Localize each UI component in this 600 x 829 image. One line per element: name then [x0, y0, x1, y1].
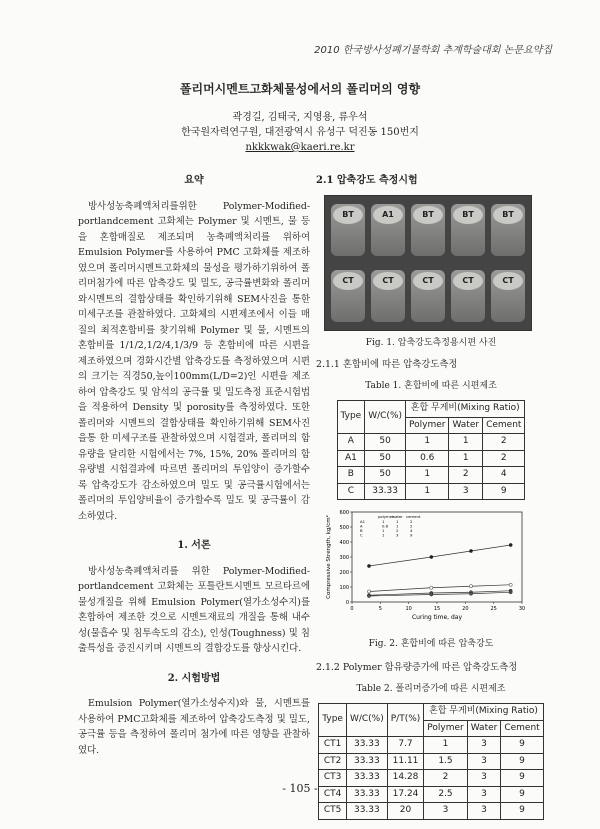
table2-cell: 3 [467, 803, 501, 820]
plot-frame [352, 512, 522, 602]
table1-cell: 4 [483, 467, 525, 484]
table2-header-mixing: 혼합 무게비(Mixing Ratio) [424, 704, 543, 721]
specimen-label: BT [453, 206, 483, 224]
y-tick-label: 0 [345, 600, 349, 606]
data-point [430, 586, 433, 589]
table2-cell: 3 [467, 786, 501, 803]
table1-cell: 1 [449, 434, 483, 451]
data-point [469, 592, 472, 595]
y-tick-label: 300 [339, 555, 349, 561]
legend-value: 2 [396, 528, 399, 533]
legend-value: 0.6 [382, 523, 389, 529]
fig1-caption: Fig. 1. 압축강도측정용시편 사진 [365, 337, 497, 348]
table2-cell: CT1 [319, 737, 347, 754]
table2-cell: CT5 [319, 803, 347, 820]
data-point [469, 549, 472, 552]
table1-cell: 0.6 [406, 450, 449, 467]
data-point [367, 564, 370, 567]
y-tick-label: 100 [339, 585, 349, 591]
legend-entry: B [360, 528, 363, 533]
specimen-label: CT [413, 272, 443, 290]
x-tick-label: 5 [378, 606, 382, 612]
specimen-cylinder [451, 270, 485, 322]
legend-entry: A [360, 523, 363, 529]
table1-cell: 50 [365, 450, 406, 467]
table1-row [337, 450, 525, 467]
data-point [430, 593, 433, 596]
specimen-label: BT [333, 206, 363, 224]
left-column [78, 173, 310, 758]
table2-cell: 9 [501, 786, 543, 803]
table1-header-polymer: Polymer [406, 417, 449, 434]
table1-cell: 2 [483, 450, 525, 467]
table1-header-water: Water [449, 417, 483, 434]
specimen-photo [324, 195, 532, 331]
table1-header-type: Type [337, 401, 365, 434]
y-tick-label: 600 [339, 510, 349, 516]
table1-row [337, 467, 525, 484]
legend-value: 1 [382, 519, 385, 524]
section-2-1-1-heading: 2.1.1 혼합비에 따른 압축강도측정 [316, 359, 458, 370]
table2-row [319, 753, 543, 770]
table2-header-pt: P/T(%) [387, 704, 424, 737]
data-point [430, 555, 433, 558]
table2-cell: 3 [424, 803, 467, 820]
table1-cell: 9 [483, 483, 525, 500]
specimen-label: A1 [373, 206, 403, 224]
table1-cell: C [337, 483, 365, 500]
table1-cell: 2 [483, 434, 525, 451]
conference-header: 2010 한국방사성폐기물학회 추계학술대회 논문요약집 [314, 45, 552, 56]
table1-header-cement: Cement [483, 417, 525, 434]
specimen-label: CT [373, 272, 403, 290]
table2-cell: 2 [424, 770, 467, 787]
table1-header-wc: W/C(%) [365, 401, 406, 434]
x-tick-label: 30 [518, 606, 526, 612]
legend-value: 2 [410, 523, 413, 529]
authors: 곽경길, 김태국, 지영용, 류우석 [232, 112, 368, 123]
x-axis-label: Curing time, day [411, 614, 463, 621]
data-point [509, 543, 512, 546]
x-tick-label: 15 [433, 606, 441, 612]
specimen-label: BT [493, 206, 523, 224]
table2-header-water: Water [467, 720, 501, 737]
specimen-cylinder [331, 204, 365, 256]
table2-cell: 33.33 [346, 803, 387, 820]
legend-value: 4 [410, 528, 413, 533]
table2-cell: CT4 [319, 786, 347, 803]
method-heading: 2. 시험방법 [167, 672, 221, 684]
fig2-caption: Fig. 2. 혼합비에 따른 압축강도 [368, 638, 494, 649]
paper-title: 폴리머시멘트고화체물성에서의 폴리머의 영향 [179, 82, 421, 96]
table1-caption: Table 1. 혼합비에 따른 시편제조 [365, 380, 497, 391]
data-point [367, 594, 370, 597]
intro-heading: 1. 서론 [177, 540, 211, 551]
table2-cell: 17.24 [387, 786, 424, 803]
table2-cell: 1 [424, 737, 467, 754]
y-tick-label: 400 [339, 540, 349, 546]
table1-cell: 50 [365, 434, 406, 451]
legend-value: 2 [410, 519, 413, 524]
table2-cell: CT2 [319, 753, 347, 770]
table2-header-wc: W/C(%) [346, 704, 387, 737]
table1-cell: 1 [406, 467, 449, 484]
abstract-text: 방사성농축폐액처리를위한 Polymer-Modified-portlandcement 고화체는 Polymer 및 시멘트, 물 등을 혼합매질로 제조되며 농축폐액처리를 위하여 Emulsion Polymer를 사용하여 PMC 고화체를 제조하였으며 폴리머시멘트고화체의 물성을 평가하기위하여 폴리머첨가에 따른 압축강도 및 밀도, 공극률변화와 폴리머와시멘트의 결합상태를 확인하기위해 SEM사진을 통한 미세구조를 관찰하였다. 고화체의 시편제조에서 이들 매질의 최적혼합비를 찾기위해 Polymer 및 물, 시멘트의 혼합비를 1/1/2,1/2/4,1/3/9 등 혼합비에 따른 시편을 제조하였으며 경화시간별 압축강도를 측정하였으며 시편의 크기는 직경50,높이100mm(L/D=2)인 시편을 제조하여 압축강도 및 암석의 공극률 및 밀도측정 표준시험법을 적용하여 Density 및 porosity를 측정하였다. 또한 폴리머와 시멘트의 결합상태를 확인하기위해 SEM사진을통 한 미세구조를 관찰하였으며 시험결과, 폴리머의 함유량을 달리한 시험에서는 7%, 15%, 20% 폴리머의 함유량별 시험결과에 따르면 폴리머의 투입양이 증가할수록 압축강도가 감소하였으며 밀도 및 공극률시험에서는 폴리머의 투입양비율이 증가할수록 밀도 및 공극률이 감소하였다. [78, 200, 310, 522]
table2-cell: 14.28 [387, 770, 424, 787]
affiliation: 한국원자력연구원, 대전광역시 유성구 덕진동 150번지 [181, 127, 419, 138]
table2-cell: 33.33 [346, 753, 387, 770]
table2-cell: CT3 [319, 770, 347, 787]
specimen-label: CT [453, 272, 483, 290]
table1-cell: A [337, 434, 365, 451]
table1-cell: 50 [365, 467, 406, 484]
y-tick-label: 200 [339, 570, 349, 576]
x-tick-label: 25 [490, 606, 497, 612]
table1 [337, 400, 526, 500]
table2-cell: 33.33 [346, 737, 387, 754]
table2-cell: 9 [501, 770, 543, 787]
legend-value: 9 [410, 532, 413, 538]
table1-cell: 1 [406, 483, 449, 500]
specimen-label: CT [493, 272, 523, 290]
table1-cell: B [337, 467, 365, 484]
table2-row [319, 803, 543, 820]
compressive-strength-chart [322, 506, 540, 626]
method-text: Emulsion Polymer(열가소성수지)와 물, 시멘트를 사용하여 PMC고화체를 제조하여 압축강도측정 및 밀도, 공극률 등을 측정하여 폴리머 첨가에 따른 영향을 관찰하였다. [78, 698, 310, 756]
table2 [318, 703, 543, 820]
section-2-1-2-heading: 2.1.2 Polymer 함유량증가에 따른 압축강도측정 [316, 662, 518, 673]
table2-header-cement: Cement [501, 720, 543, 737]
legend-entry: C [360, 532, 363, 538]
specimen-cylinder [371, 204, 405, 256]
table1-header-mixing: 혼합 무게비(Mixing Ratio) [406, 401, 525, 418]
table2-cell: 7.7 [387, 737, 424, 754]
series-line-B [369, 585, 511, 592]
table2-cell: 9 [501, 803, 543, 820]
legend-value: 3 [396, 532, 399, 538]
legend-header: polymer [378, 514, 394, 519]
data-point [509, 591, 512, 594]
table2-caption: Table 2. 폴리머증가에 따른 시편제조 [356, 683, 506, 694]
specimen-cylinder [491, 270, 525, 322]
table2-cell: 2.5 [424, 786, 467, 803]
table1-cell: 1 [406, 434, 449, 451]
author-block [0, 110, 600, 155]
table2-row [319, 737, 543, 754]
table1-cell: 33.33 [365, 483, 406, 500]
series-line-C [369, 545, 511, 566]
legend-value: 1 [396, 523, 399, 529]
x-tick-label: 20 [462, 606, 469, 612]
section-2-1-heading: 2.1 압축강도 측정시험 [316, 175, 418, 186]
table2-header-polymer: Polymer [424, 720, 467, 737]
y-axis-label: Compressive Strength, kg/cm² [326, 515, 332, 599]
table2-header-type: Type [319, 704, 347, 737]
table2-cell: 20 [387, 803, 424, 820]
specimen-label: CT [333, 272, 363, 290]
table1-cell: A1 [337, 450, 365, 467]
table2-cell: 33.33 [346, 786, 387, 803]
legend-value: 1 [396, 519, 399, 524]
table2-cell: 9 [501, 737, 543, 754]
table1-row [337, 483, 525, 500]
table1-cell: 3 [449, 483, 483, 500]
table2-cell: 3 [467, 737, 501, 754]
table2-cell: 9 [501, 753, 543, 770]
specimen-cylinder [331, 270, 365, 322]
data-point [469, 585, 472, 588]
right-column [316, 173, 546, 820]
table2-cell: 11.11 [387, 753, 424, 770]
table1-cell: 1 [449, 450, 483, 467]
page-number: - 105 - [282, 782, 318, 795]
table1-row [337, 434, 525, 451]
specimen-cylinder [411, 270, 445, 322]
data-point [509, 583, 512, 586]
table1-cell: 2 [449, 467, 483, 484]
legend-value: 1 [382, 532, 385, 538]
intro-text: 방사성농축폐액처리를 위한 Polymer-Modified-portlandcement 고화체는 포틀란트시멘트 모르타르에 물성개질을 위해 Emulsion Polymer(열가소성수지)를 혼합하여 제조한 것으로 시멘트재료의 개질을 통해 내수성(물흡수 및 침투속도의 감소), 인성(Toughness) 및 침출특성을 증진시키며 시멘트의 결합강도를 향상시킨다. [78, 565, 310, 654]
data-point [367, 590, 370, 593]
y-tick-label: 500 [339, 525, 349, 531]
table2-cell: 3 [467, 770, 501, 787]
legend-header: water [392, 514, 403, 519]
legend-entry: A1 [360, 519, 366, 524]
x-tick-label: 0 [350, 606, 354, 612]
specimen-label: BT [413, 206, 443, 224]
table2-cell: 33.33 [346, 770, 387, 787]
specimen-cylinder [451, 204, 485, 256]
legend-value: 1 [382, 528, 385, 533]
specimen-cylinder [491, 204, 525, 256]
x-tick-label: 10 [405, 606, 412, 612]
specimen-cylinder [411, 204, 445, 256]
specimen-cylinder [371, 270, 405, 322]
abstract-heading: 요약 [184, 175, 204, 186]
table2-cell: 3 [467, 753, 501, 770]
legend-header: cement [406, 514, 421, 519]
table2-cell: 1.5 [424, 753, 467, 770]
email-link[interactable]: nkkkwak@kaeri.re.kr [245, 142, 355, 153]
